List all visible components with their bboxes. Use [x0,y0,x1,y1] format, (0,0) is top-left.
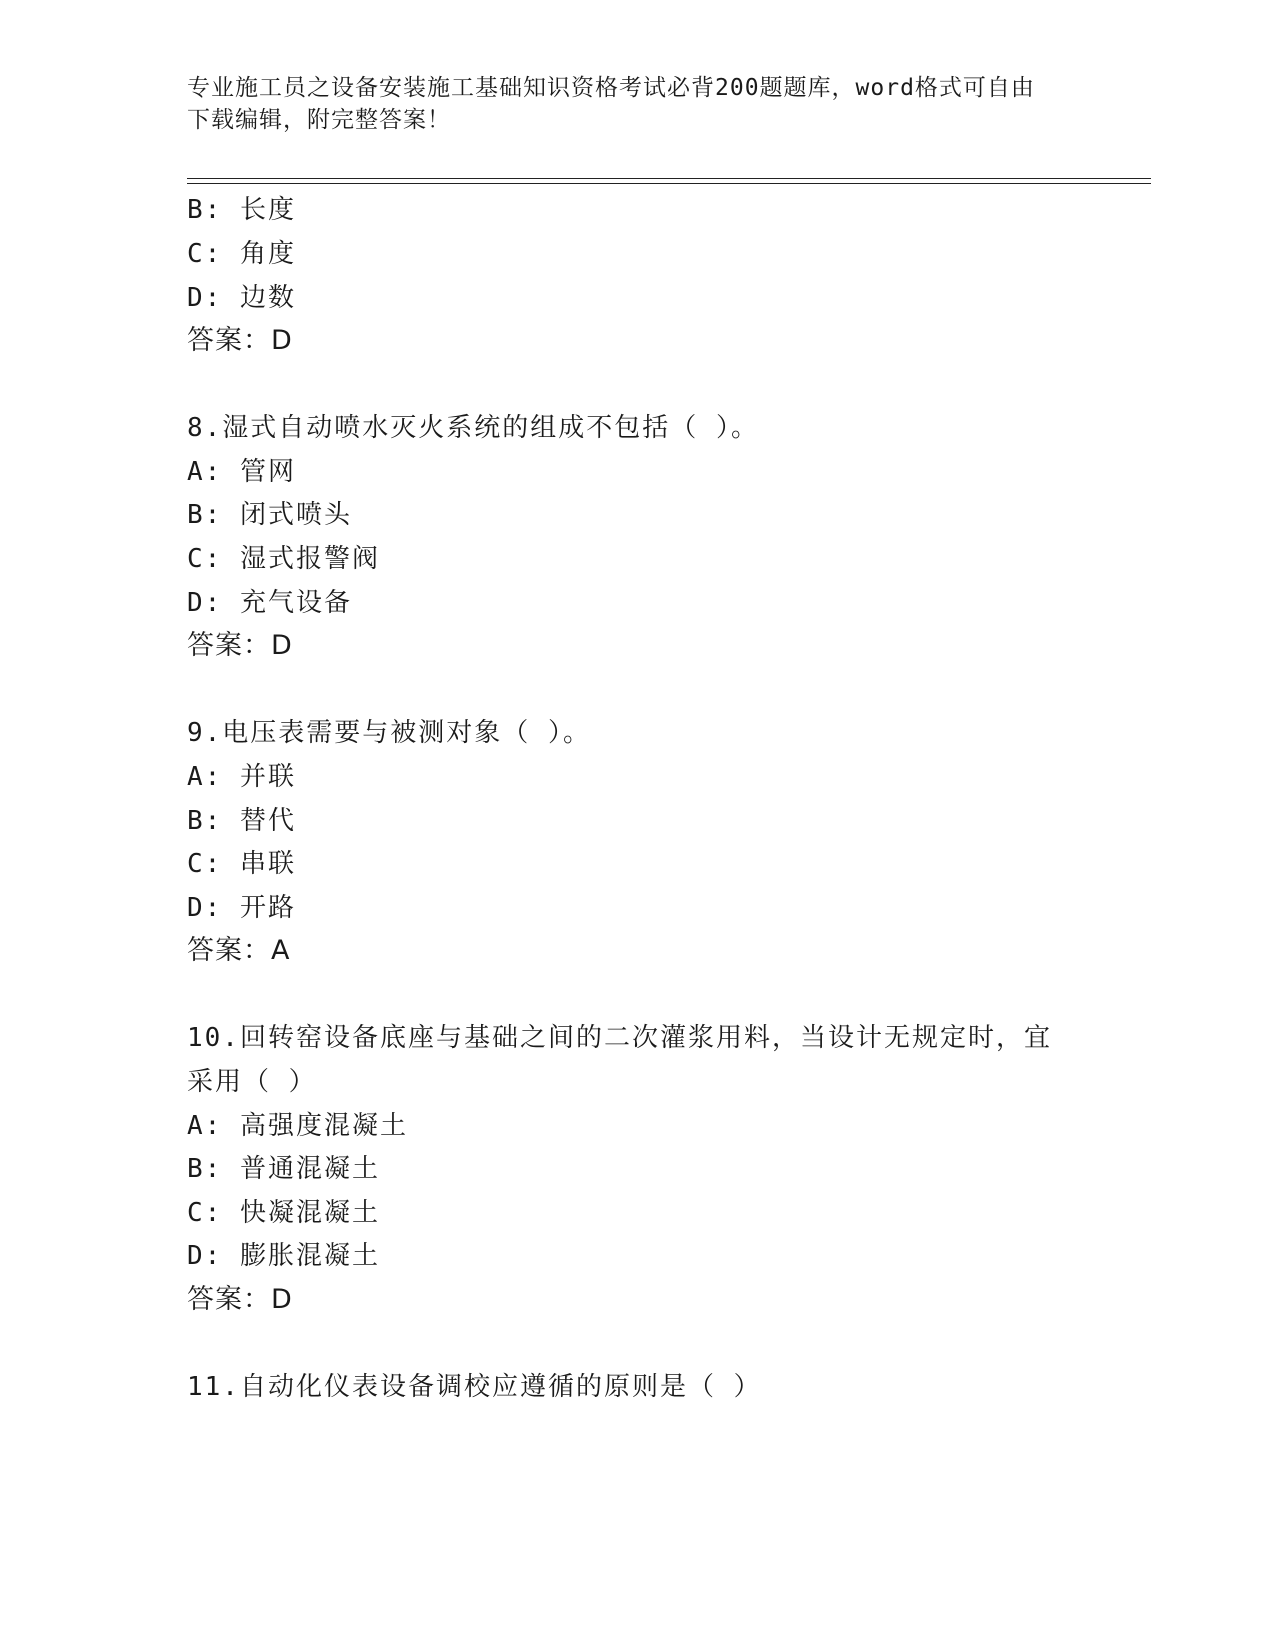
q9-stem: 9.电压表需要与被测对象（ ）。 [187,718,591,748]
q10-stem-line-1: 10.回转窑设备底座与基础之间的二次灌浆用料，当设计无规定时，宜 [187,1023,1052,1053]
q8-option-b: B: 闭式喷头 [187,500,352,530]
document-header [187,72,1067,136]
header-line-2: 下载编辑，附完整答案！ [187,107,451,133]
q10-answer: 答案：D [187,1284,293,1315]
q8-option-a: A: 管网 [187,457,296,487]
q9-option-b: B: 替代 [187,806,296,836]
q7-answer: 答案：D [187,325,293,356]
q10-stem-line-2: 采用（ ） [187,1067,317,1097]
header-divider-bottom [187,183,1151,184]
q9-option-d: D: 开路 [187,893,296,923]
q10-option-a: A: 高强度混凝土 [187,1111,408,1141]
q10-option-d: D: 膨胀混凝土 [187,1241,380,1271]
q10-option-c: C: 快凝混凝土 [187,1198,380,1228]
q9-option-a: A: 并联 [187,762,296,792]
q7-option-d: D: 边数 [187,283,296,313]
q8-option-d: D: 充气设备 [187,588,352,618]
q8-stem: 8.湿式自动喷水灭火系统的组成不包括（ ）。 [187,413,759,443]
q9-answer: 答案：A [187,935,291,966]
q11-stem: 11.自动化仪表设备调校应遵循的原则是（ ） [187,1372,762,1402]
q9-option-c: C: 串联 [187,849,296,879]
header-divider-top [187,178,1151,179]
q8-option-c: C: 湿式报警阀 [187,544,380,574]
q7-option-c: C: 角度 [187,239,296,269]
q8-answer: 答案：D [187,630,293,661]
header-line-1: 专业施工员之设备安装施工基础知识资格考试必背200题题库，word格式可自由 [187,75,1035,101]
q7-option-b: B: 长度 [187,195,296,225]
q10-option-b: B: 普通混凝土 [187,1154,380,1184]
